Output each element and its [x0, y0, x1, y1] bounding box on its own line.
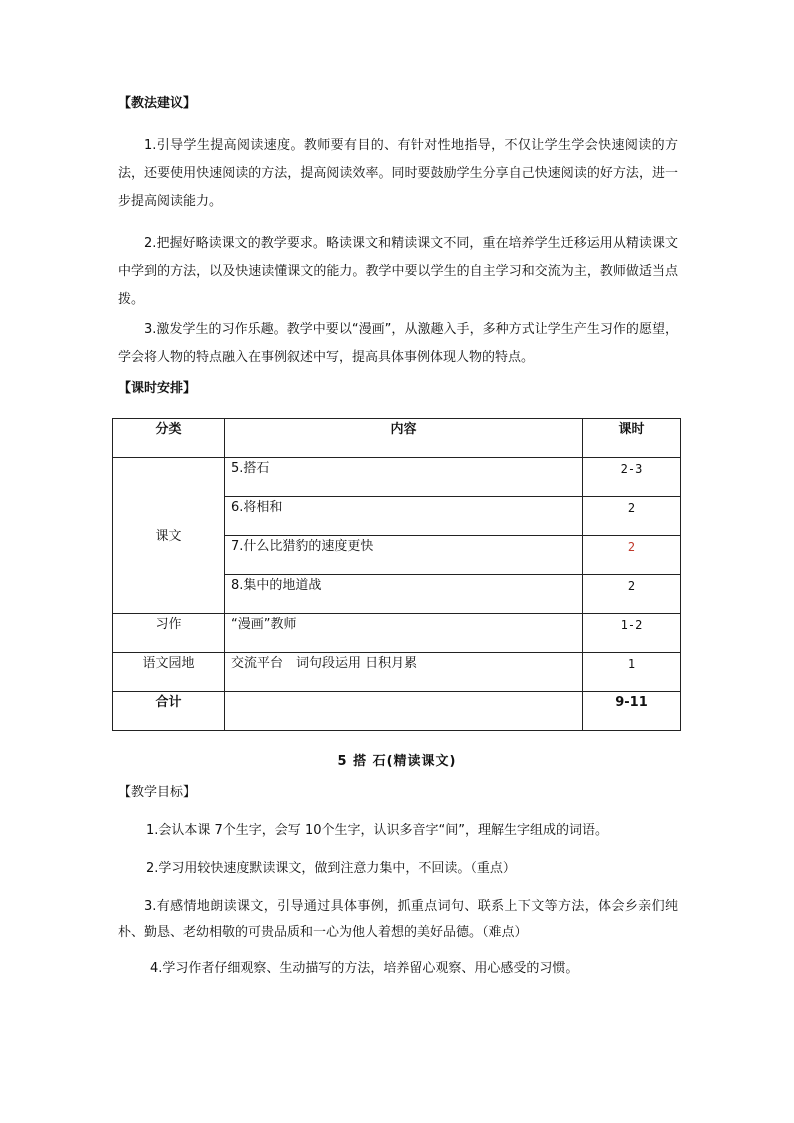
table-header-row — [113, 419, 681, 458]
header-content: 内容 — [225, 419, 583, 458]
suggestion-item-3: 3.激发学生的习作乐趣。教学中要以“漫画”，从激趣入手，多种方式让学生产生习作的愿望，学会将人物的特点融入在事例叙述中写，提高具体事例体现人物的特点。 — [118, 322, 678, 365]
content-cell: 6.将相和 — [225, 497, 583, 536]
objective-item-2: 2.学习用较快速度默读课文，做到注意力集中，不回读。（重点） — [146, 861, 516, 876]
header-hours: 课时 — [583, 419, 681, 458]
content-cell: 8.集中的地道战 — [225, 575, 583, 614]
hours-cell: 1-2 — [583, 614, 681, 653]
total-hours: 9-11 — [583, 692, 681, 731]
suggestion-item-1: 1.引导学生提高阅读速度。教师要有目的、有针对性地指导，不仅让学生学会快速阅读的方法，还要使用快速阅读的方法，提高阅读效率。同时要鼓励学生分享自己快速阅读的好方法，进一步提高阅读能力。 — [118, 138, 678, 209]
content-cell: 7.什么比猎豹的速度更快 — [225, 536, 583, 575]
category-cell-texts: 课文 — [113, 458, 225, 614]
schedule-table — [112, 418, 681, 731]
hours-cell: 2 — [583, 497, 681, 536]
hours-cell: 2-3 — [583, 458, 681, 497]
total-label: 合计 — [113, 692, 225, 731]
category-cell-writing: 习作 — [113, 614, 225, 653]
category-cell-garden: 语文园地 — [113, 653, 225, 692]
content-cell: 5.搭石 — [225, 458, 583, 497]
lesson-title: 5 搭 石(精读课文) — [337, 754, 457, 769]
hours-cell-highlighted: 2 — [583, 536, 681, 575]
teaching-suggestions-heading: 【教法建议】 — [118, 96, 197, 111]
table-total-row — [113, 692, 681, 731]
objectives-heading: 【教学目标】 — [118, 785, 197, 800]
table-row — [113, 458, 681, 497]
objective-item-3: 3.有感情地朗读课文，引导通过具体事例，抓重点词句、联系上下文等方法，体会乡亲们纯朴、勤恳、老幼相敬的可贵品质和一心为他人着想的美好品德。（难点） — [118, 899, 678, 940]
total-content — [225, 692, 583, 731]
table-row — [113, 653, 681, 692]
suggestion-item-2: 2.把握好略读课文的教学要求。略读课文和精读课文不同，重在培养学生迁移运用从精读课文中学到的方法，以及快速读懂课文的能力。教学中要以学生的自主学习和交流为主，教师做适当点拨。 — [118, 236, 678, 307]
hours-cell: 2 — [583, 575, 681, 614]
objective-item-4: 4.学习作者仔细观察、生动描写的方法，培养留心观察、用心感受的习惯。 — [150, 961, 579, 976]
content-cell: 交流平台 词句段运用 日积月累 — [225, 653, 583, 692]
schedule-heading: 【课时安排】 — [118, 381, 197, 396]
hours-cell: 1 — [583, 653, 681, 692]
table-row — [113, 614, 681, 653]
content-cell: “漫画”教师 — [225, 614, 583, 653]
objective-item-1: 1.会认本课 7个生字，会写 10个生字，认识多音字“间”，理解生字组成的词语。 — [146, 823, 608, 838]
header-category: 分类 — [113, 419, 225, 458]
